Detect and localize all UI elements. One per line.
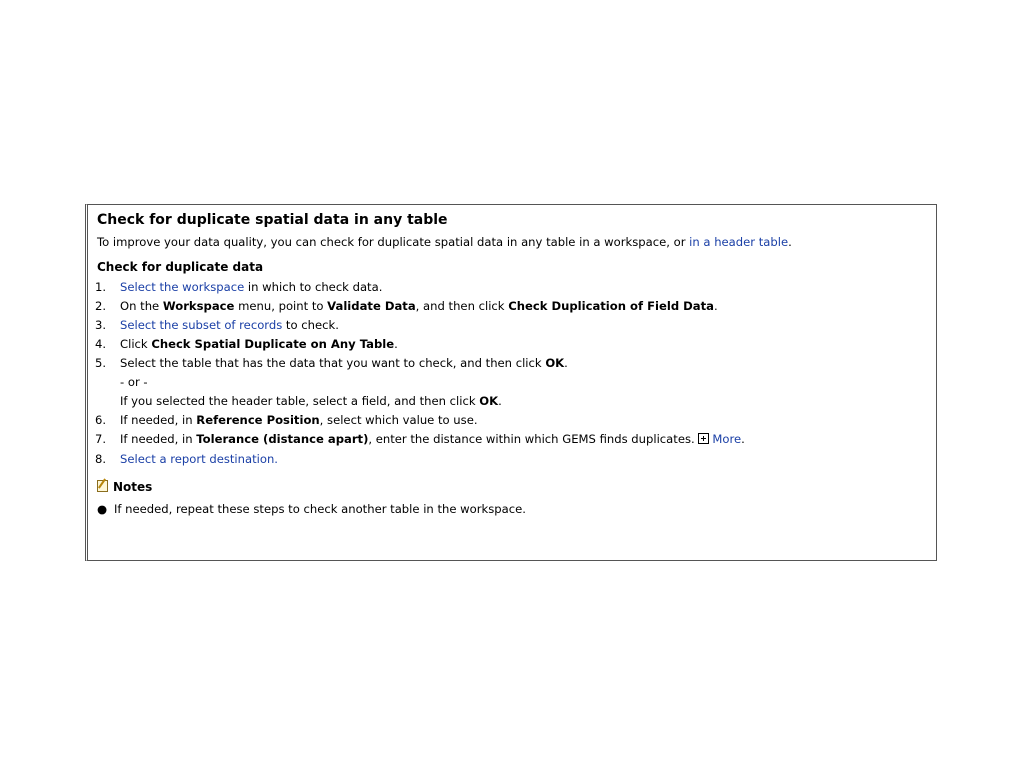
- bullet-icon: ●: [97, 502, 108, 516]
- step-text: , select which value to use.: [319, 413, 478, 427]
- reference-position-term: Reference Position: [196, 413, 320, 427]
- step-number: 4.: [95, 337, 107, 351]
- note-item: [97, 502, 526, 516]
- step-number: 8.: [95, 452, 107, 466]
- step-text: .: [394, 337, 398, 351]
- notes-heading: [97, 480, 152, 494]
- step-text: .: [741, 432, 745, 446]
- note-text: If needed, repeat these steps to check another table in the workspace.: [114, 502, 526, 516]
- step-text: If needed, in: [120, 432, 197, 446]
- ok-term: OK: [479, 394, 499, 408]
- step-number: 3.: [95, 318, 107, 332]
- validate-data-term: Validate Data: [327, 299, 416, 313]
- notes-heading-label: Notes: [113, 480, 153, 494]
- intro-paragraph: [97, 235, 792, 249]
- step-text: .: [713, 299, 718, 313]
- workspace-menu-term: Workspace: [162, 299, 235, 313]
- step-text: , and then click: [415, 299, 509, 313]
- step-text: .: [498, 394, 502, 408]
- page-title: Check for duplicate spatial data in any table: [97, 212, 448, 228]
- select-workspace-link[interactable]: Select the workspace: [120, 280, 245, 294]
- more-expander[interactable]: [698, 432, 741, 446]
- step-number: 6.: [95, 413, 107, 427]
- step-text: Click: [120, 337, 152, 351]
- step-text: On the: [120, 299, 163, 313]
- check-duplication-term: Check Duplication of Field Data: [508, 299, 714, 313]
- check-spatial-duplicate-term: Check Spatial Duplicate on Any Table: [151, 337, 395, 351]
- step-number: 5.: [95, 356, 107, 370]
- step-text: in which to check data.: [244, 280, 383, 294]
- step-5-or: - or -: [120, 375, 148, 389]
- step-text: .: [564, 356, 568, 370]
- intro-end: .: [788, 235, 792, 249]
- step-text: Select the table that has the data that you want to check, and then click: [120, 356, 546, 370]
- expand-plus-icon[interactable]: [698, 433, 709, 444]
- tolerance-term: Tolerance (distance apart): [196, 432, 369, 446]
- select-report-destination-link[interactable]: Select a report destination.: [120, 452, 278, 466]
- step-number: 2.: [95, 299, 107, 313]
- step-number: 7.: [95, 432, 107, 446]
- note-edit-icon: [97, 480, 108, 492]
- header-table-link[interactable]: in a header table: [689, 235, 789, 249]
- ok-term: OK: [545, 356, 565, 370]
- step-text: If you selected the header table, select a field, and then click: [120, 394, 480, 408]
- select-subset-link[interactable]: Select the subset of records: [120, 318, 283, 332]
- step-text: menu, point to: [234, 299, 328, 313]
- section-heading: Check for duplicate data: [97, 260, 264, 274]
- more-link[interactable]: More: [712, 432, 742, 446]
- intro-text: To improve your data quality, you can check for duplicate spatial data in any table in a workspace, or: [97, 235, 690, 249]
- help-panel: [85, 204, 937, 561]
- step-text: If needed, in: [120, 413, 197, 427]
- step-5-alternative: [120, 394, 502, 408]
- step-text: to check.: [282, 318, 339, 332]
- step-number: 1.: [95, 280, 107, 294]
- step-text: , enter the distance within which GEMS finds duplicates.: [368, 432, 699, 446]
